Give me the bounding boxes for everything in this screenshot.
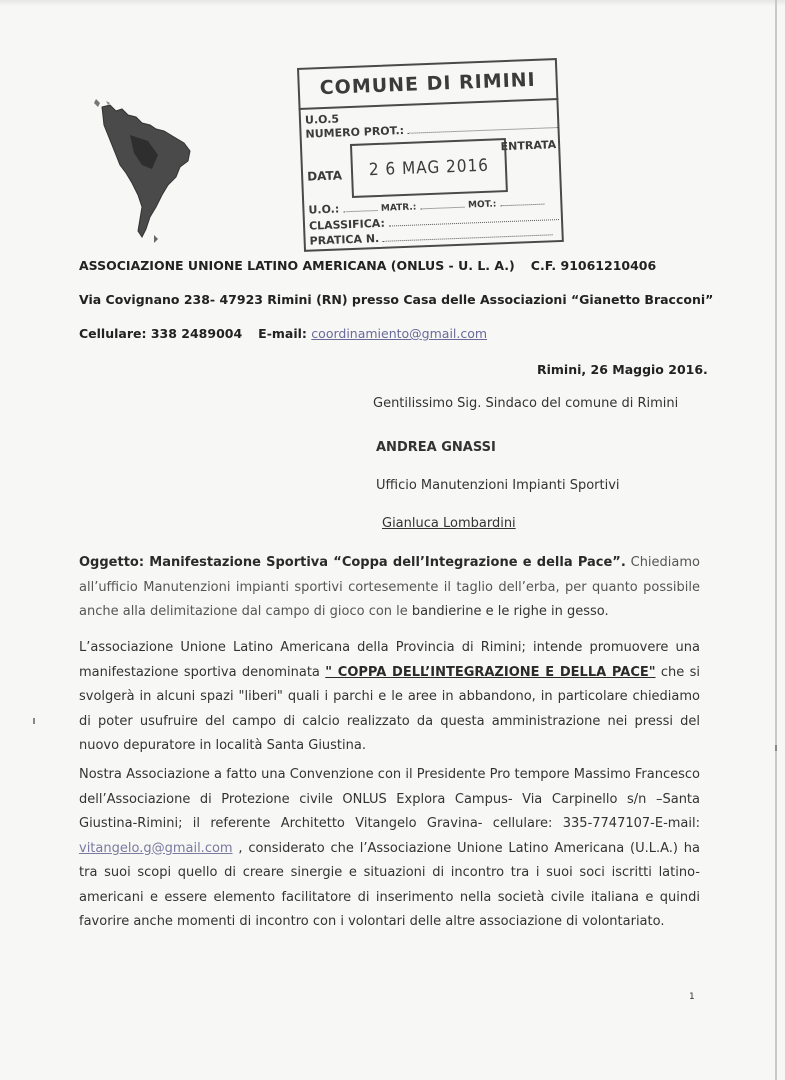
stamp-uo5: U.O.5 <box>304 112 340 127</box>
subject-request-end: bandierine e le righe in gesso. <box>407 604 609 619</box>
scan-right-edge <box>775 0 777 1080</box>
stamp-mot-label: MOT.: <box>467 199 497 211</box>
recipient-contact: Gianluca Lombardini <box>382 516 516 531</box>
recipient-mayor: Gentilissimo Sig. Sindaco del comune di Rimini <box>373 396 679 411</box>
south-america-map-logo <box>92 95 202 245</box>
subject-request: Chiediamo all’ufficio Manutenzioni impianti sportivi cortesemente il taglio dell’erba, per quanto possibile anche alla delimitazione dal campo di gioco con le <box>79 555 700 619</box>
stamp-entrata-label: ENTRATA <box>500 138 557 154</box>
email-label: E-mail: <box>258 326 307 341</box>
referent-email-link[interactable]: vitangelo.g@gmail.com <box>79 840 233 856</box>
stamp-dotted-line <box>420 198 464 210</box>
stamp-matr-label: MATR.: <box>380 202 417 214</box>
recipient-name: ANDREA GNASSI <box>376 440 496 455</box>
scan-top-edge <box>0 0 785 6</box>
convention-text-end: , considerato che l’Associazione Unione Latino Americana (U.L.A.) ha tra suoi scopi quello di creare sinergie e situazioni di incontro tra i suoi soci iscritti latino-americani e essere elemento facilitatore di inserimento nella società civile italiana e quindi favorire anche momenti di incontro con i volontari delle altre associazione di volontariato. <box>79 840 700 929</box>
stamp-numero-prot-label: NUMERO PROT.: <box>305 123 405 141</box>
page-number: 1 <box>689 992 695 1002</box>
recipient-office: Ufficio Manutenzioni Impianti Sportivi <box>376 478 620 493</box>
stamp-dotted-line <box>343 201 377 212</box>
stamp-date: 2 6 MAG 2016 <box>350 138 508 198</box>
convention-paragraph <box>79 763 700 935</box>
event-name: " COPPA DELL’INTEGRAZIONE E DELLA PACE" <box>325 664 656 680</box>
association-name-line <box>79 258 656 273</box>
stamp-data-label: DATA <box>306 168 343 184</box>
phone-number: Cellulare: 338 2489004 <box>79 326 243 341</box>
stamp-pratica-label: PRATICA N. <box>309 231 380 248</box>
convention-text-start: Nostra Associazione a fatto una Convenzione con il Presidente Pro tempore Massimo Francesco dell’Associazione di Protezione civile ONLUS Explora Campus- Via Carpinello s/n –Santa Giustina-Rimini; il referente Architetto Vitangelo Gravina- cellulare: 335-7747107-E-mail: <box>79 767 700 831</box>
stamp-classifica-label: CLASSIFICA: <box>308 216 386 233</box>
association-address: Via Covignano 238- 47923 Rimini (RN) presso Casa delle Associazioni “Gianetto Bracconi” <box>79 292 714 307</box>
event-text-end: che si svolgerà in alcuni spazi "liberi" quali i parchi e le aree in abbandono, in particolare chiediamo di poter usufruire del campo di calcio realizzato da questa amministrazione nei pressi del nuovo depuratore in località Santa Giustina. <box>79 664 700 753</box>
event-paragraph <box>79 636 700 759</box>
email-link[interactable]: coordinamiento@gmail.com <box>311 326 488 341</box>
stamp-header: COMUNE DI RIMINI <box>297 58 558 110</box>
fiscal-code: C.F. 91061210406 <box>530 258 657 273</box>
scan-mark <box>775 745 777 751</box>
subject-paragraph <box>79 551 700 625</box>
place-and-date: Rimini, 26 Maggio 2016. <box>537 362 708 377</box>
scan-mark <box>33 718 35 724</box>
subject-line: Oggetto: Manifestazione Sportiva “Coppa dell’Integrazione e della Pace”. <box>79 555 626 570</box>
stamp-uo-label: U.O.: <box>308 202 340 217</box>
stamp-dotted-line <box>500 195 544 207</box>
event-text-start: L’associazione Unione Latino Americana della Provincia di Rimini; intende promuovere una manifestazione sportiva denominata <box>79 640 700 680</box>
protocol-stamp <box>297 58 564 252</box>
contact-line <box>79 326 487 341</box>
association-name: ASSOCIAZIONE UNIONE LATINO AMERICANA (ONLUS - U. L. A.) <box>79 258 515 273</box>
